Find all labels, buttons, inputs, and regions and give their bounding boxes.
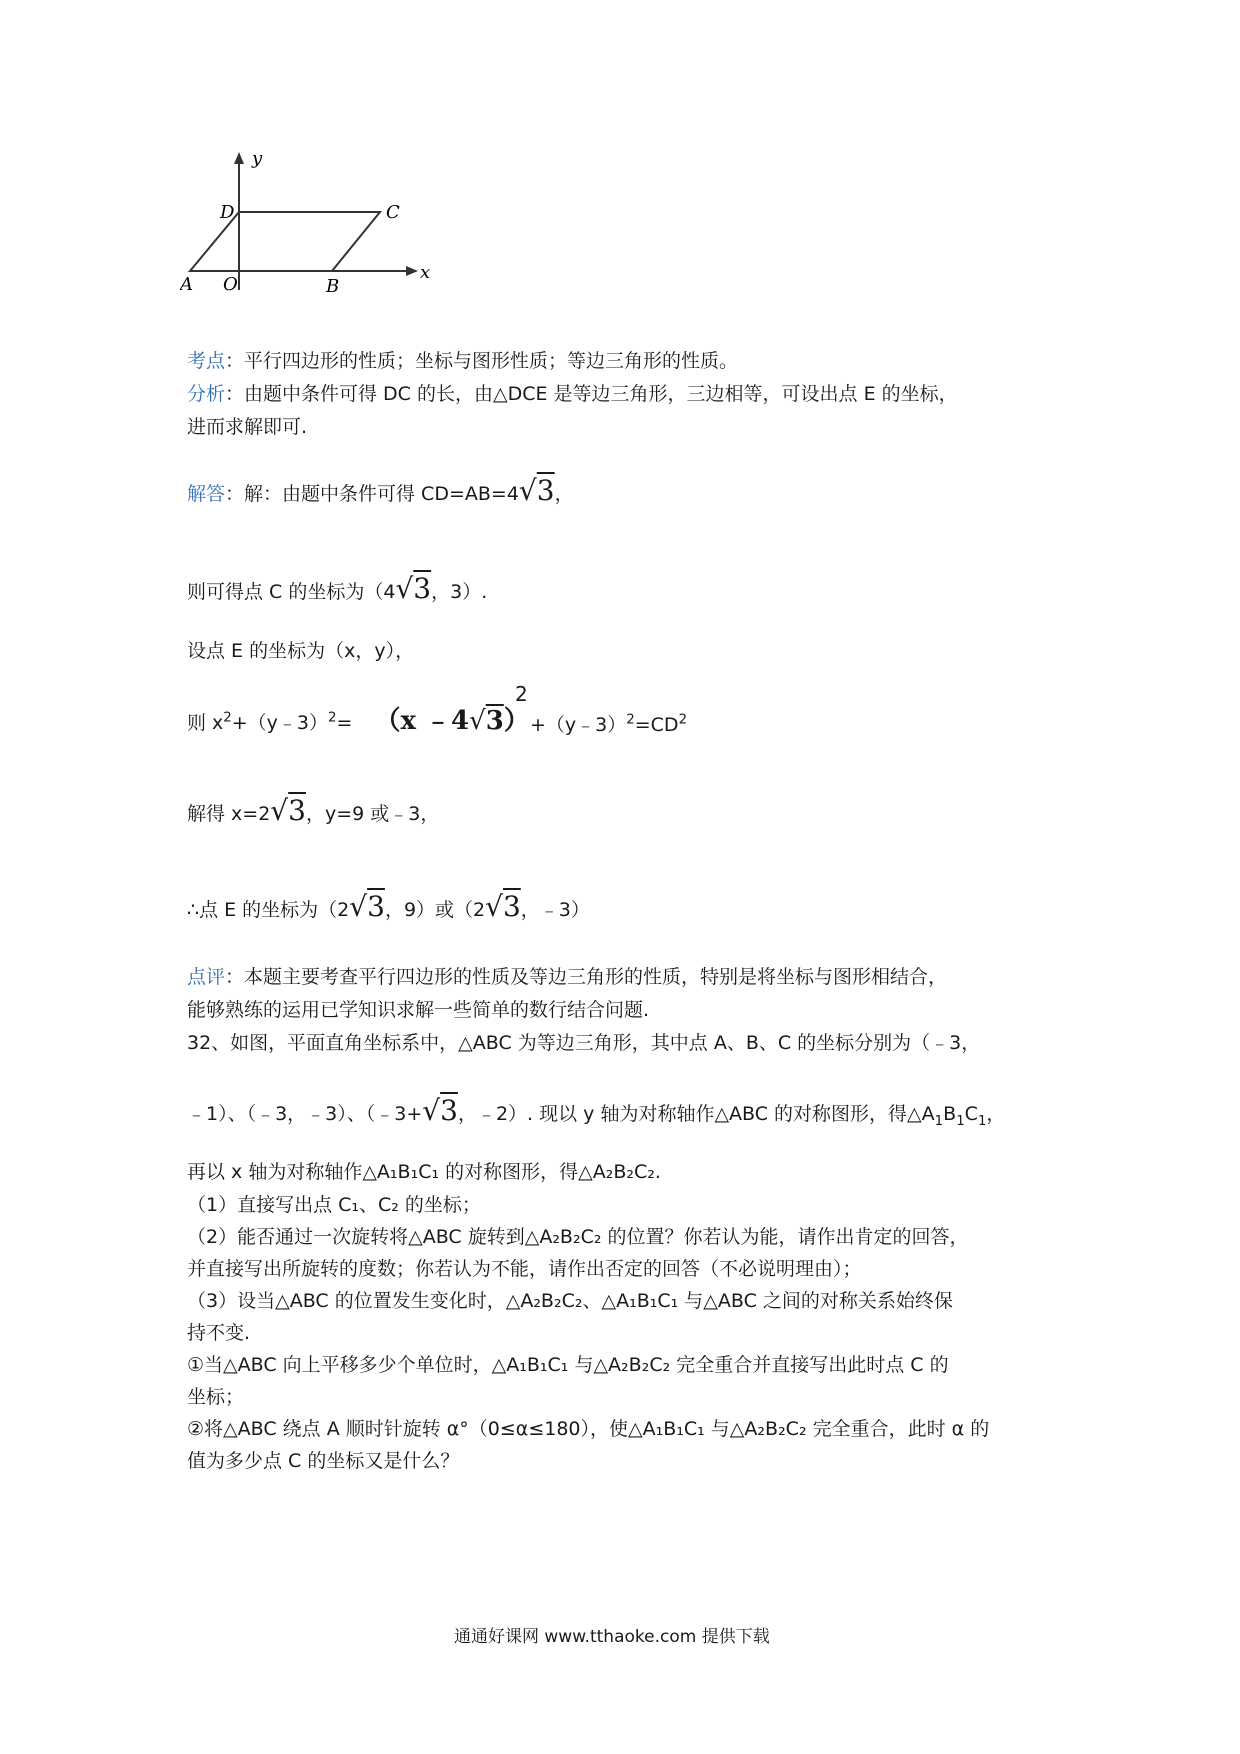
footer-text: 通通好课网 www.tthaoke.com 提供下载 bbox=[454, 1627, 770, 1647]
q32-part3b: 持不变. bbox=[187, 1322, 251, 1344]
big-exponent: 2 bbox=[515, 682, 528, 706]
label-b: B bbox=[326, 276, 340, 297]
kaodian-text: ：平行四边形的性质；坐标与图形性质；等边三角形的性质。 bbox=[225, 350, 739, 372]
fenxi-line2: 进而求解即可. bbox=[187, 416, 308, 438]
y-arrow-head bbox=[234, 152, 244, 164]
label-d: D bbox=[220, 202, 235, 223]
parallelogram-figure bbox=[180, 150, 460, 310]
parallelogram-abcd bbox=[190, 212, 380, 271]
q32-part2a: （2）能否通过一次旋转将△ABC 旋转到△A₂B₂C₂ 的位置？你若认为能，请作出肯定的回答， bbox=[187, 1226, 969, 1248]
sqrt3-symbol: √3 bbox=[422, 1094, 458, 1127]
q32-case2a: ②将△ABC 绕点 A 顺时针旋转 α°（0≤α≤180），使△A₁B₁C₁ 与△A₂B₂C₂ 完全重合，此时 α 的 bbox=[187, 1418, 990, 1440]
fenxi-line1 bbox=[187, 379, 958, 406]
kaodian-label: 考点 bbox=[187, 350, 226, 372]
jieda-label: 解答 bbox=[187, 483, 226, 505]
q32-part3a: （3）设当△ABC 的位置发生变化时，△A₂B₂C₂、△A₁B₁C₁ 与△ABC 之间的对称关系始终保 bbox=[187, 1290, 953, 1312]
point-c-line: 则可得点 C 的坐标为（4√3，3）. bbox=[187, 572, 488, 605]
q32-case1b: 坐标； bbox=[187, 1386, 245, 1408]
dianping-line1: 点评：本题主要考查平行四边形的性质及等边三角形的性质，特别是将坐标与图形相结合， bbox=[187, 966, 948, 988]
kaodian-line bbox=[187, 346, 738, 373]
q32-case2b: 值为多少点 C 的坐标又是什么？ bbox=[187, 1450, 460, 1472]
therefore-line: ∴点 E 的坐标为（2√3，9）或（2√3，﹣3） bbox=[187, 890, 590, 923]
q32-part2b: 并直接写出所旋转的度数；你若认为不能，请作出否定的回答（不必说明理由）； bbox=[187, 1258, 862, 1280]
sqrt3-symbol: √3 bbox=[395, 572, 432, 605]
fenxi-label: 分析 bbox=[187, 383, 226, 405]
q32-line3: 再以 x 轴为对称轴作△A₁B₁C₁ 的对称图形，得△A₂B₂C₂. bbox=[187, 1161, 661, 1183]
sqrt3-symbol: √3 bbox=[349, 890, 385, 923]
q32-case1a: ①当△ABC 向上平移多少个单位时，△A₁B₁C₁ 与△A₂B₂C₂ 完全重合并直接写出此时点 C 的 bbox=[187, 1354, 949, 1376]
point-e-line: 设点 E 的坐标为（x，y）， bbox=[187, 640, 415, 662]
fenxi-text: ：由题中条件可得 DC 的长，由△DCE 是等边三角形，三边相等，可设出点 E 的坐标， bbox=[225, 383, 958, 405]
label-x: x bbox=[420, 262, 431, 283]
q32-line1: 32、如图，平面直角坐标系中，△ABC 为等边三角形，其中点 A、B、C 的坐标分别为（﹣3， bbox=[187, 1032, 981, 1054]
dianping-label: 点评 bbox=[187, 966, 226, 988]
dianping-line2: 能够熟练的运用已学知识求解一些简单的数行结合问题. bbox=[187, 999, 650, 1021]
equation-tail: $+(y﹣3)^2=CD^2$ bbox=[530, 712, 688, 736]
label-a: A bbox=[180, 274, 193, 295]
jieda-text: ：解：由题中条件可得 CD=AB=4 bbox=[225, 483, 519, 505]
sqrt3-symbol: √3 bbox=[485, 890, 521, 923]
x-arrow-head bbox=[406, 266, 418, 276]
solve-line: 解得 x=2√3，y=9 或﹣3， bbox=[187, 794, 440, 827]
label-c: C bbox=[386, 202, 400, 223]
big-expression: （x ﹣4√3） bbox=[374, 706, 530, 736]
sqrt3-symbol: √3 bbox=[518, 474, 555, 507]
label-o: O bbox=[223, 274, 238, 295]
sqrt3-symbol: √3 bbox=[270, 794, 306, 827]
q32-part1: （1）直接写出点 C₁、C₂ 的坐标； bbox=[187, 1194, 481, 1216]
q32-line2: ﹣1）、（﹣3，﹣3）、（﹣3+√3，﹣2）. 现以 y 轴为对称轴作△ABC 的对称图形，得$\triangle A_1B_1C_1$， bbox=[187, 1094, 1006, 1129]
equation-line: 则 $x^2+(y﹣3)^2= (x$ ﹣4√3） bbox=[187, 706, 530, 736]
label-y: y bbox=[252, 150, 263, 169]
jieda-line: 解答：解：由题中条件可得 CD=AB=4√3， bbox=[187, 474, 574, 507]
